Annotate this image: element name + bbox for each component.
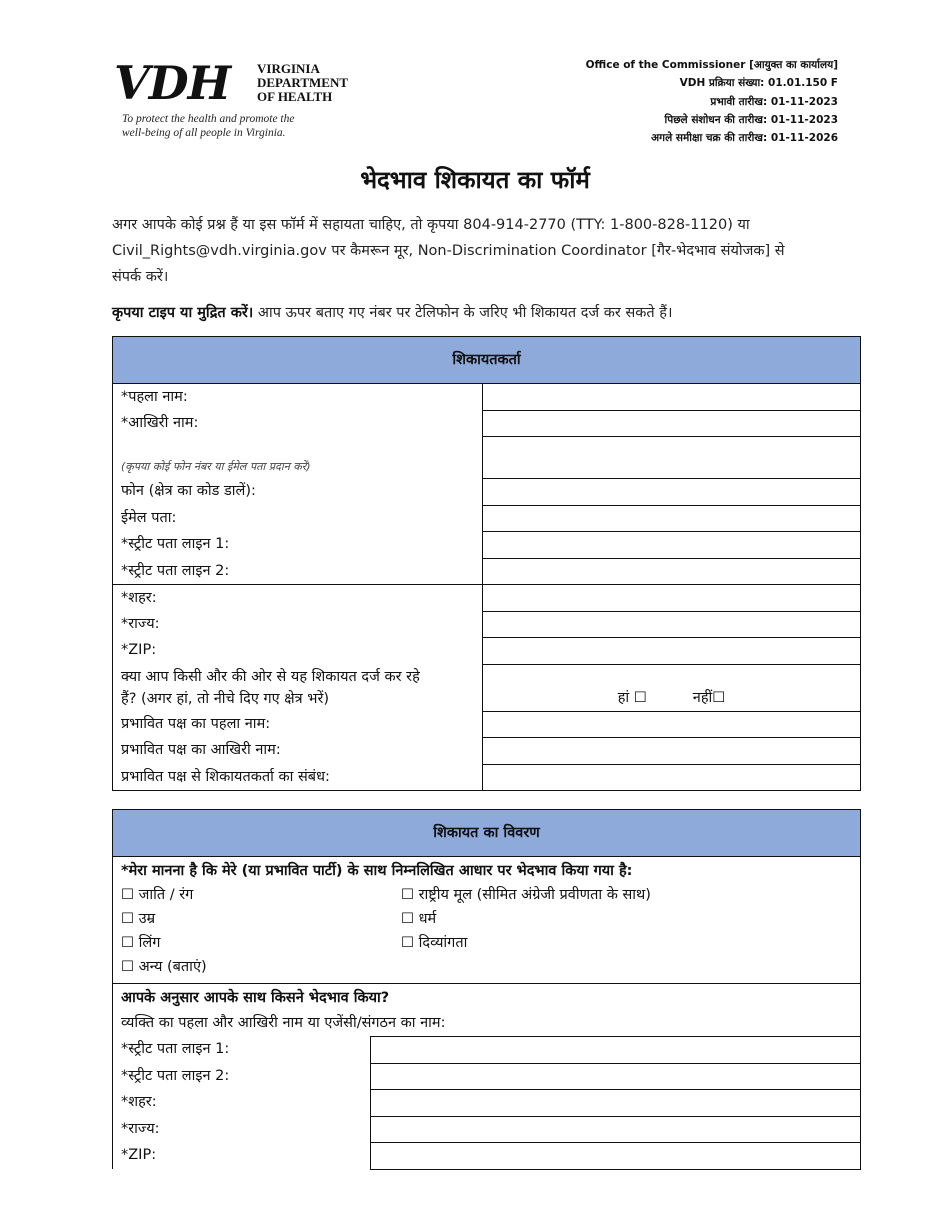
street1-label: *स्ट्रीट पता लाइन 1: (113, 532, 483, 559)
first-name-field[interactable] (483, 384, 861, 411)
zip-label: *ZIP: (113, 638, 483, 665)
document-meta (586, 56, 838, 147)
vdh-logo-department: VIRGINIA DEPARTMENT OF HEALTH (257, 61, 349, 104)
basis-disability-checkbox[interactable]: ☐ दिव्यांगता (401, 935, 468, 951)
complainant-header: शिकायतकर्ता (113, 337, 861, 384)
basis-religion-checkbox[interactable]: ☐ धर्म (401, 911, 437, 927)
complainant-table (112, 336, 861, 791)
email-label: ईमेल पता: (113, 505, 483, 532)
meta-review-date: अगले समीक्षा चक्र की तारीख: 01-11-2026 (651, 132, 838, 145)
affected-last-name-label: प्रभावित पक्ष का आखिरी नाम: (113, 738, 483, 765)
resp-zip-field[interactable] (371, 1143, 861, 1170)
street1-field[interactable] (483, 532, 861, 559)
resp-street1-label: *स्ट्रीट पता लाइन 1: (113, 1037, 371, 1064)
street2-field[interactable] (483, 558, 861, 585)
intro-rest: आप ऊपर बताए गए नंबर पर टेलिफोन के जरिए भी शिकायत दर्ज कर सकते हैं। (253, 305, 673, 321)
phone-field[interactable] (483, 479, 861, 506)
state-label: *राज्य: (113, 611, 483, 638)
basis-race-checkbox[interactable]: ☐ जाति / रंग (121, 887, 194, 903)
resp-street2-label: *स्ट्रीट पता लाइन 2: (113, 1063, 371, 1090)
phone-label: फोन (क्षेत्र का कोड डालें): (113, 479, 483, 506)
last-name-field[interactable] (483, 410, 861, 437)
basis-section (113, 857, 861, 984)
page-title: भेदभाव शिकायत का फॉर्म (360, 166, 590, 194)
intro-instructions (112, 300, 832, 326)
meta-effective-date: प्रभावी तारीख: 01-11-2023 (710, 95, 838, 108)
meta-revision-date: पिछले संशोधन की तारीख: 01-11-2023 (664, 113, 838, 126)
affected-first-name-field[interactable] (483, 711, 861, 738)
street2-label: *स्ट्रीट पता लाइन 2: (113, 558, 483, 585)
details-table (112, 809, 861, 1170)
resp-state-field[interactable] (371, 1116, 861, 1143)
resp-city-field[interactable] (371, 1090, 861, 1117)
vdh-logo-mark: VDH (114, 56, 231, 110)
basis-age-checkbox[interactable]: ☐ उम्र (121, 911, 156, 927)
intro-bold: कृपया टाइप या मुद्रित करें। (112, 305, 254, 321)
vdh-logo (114, 58, 354, 148)
affected-relation-field[interactable] (483, 764, 861, 791)
email-field[interactable] (483, 505, 861, 532)
meta-procedure: VDH प्रक्रिया संख्या: 01.01.150 F (679, 77, 838, 90)
resp-zip-label: *ZIP: (113, 1143, 371, 1170)
first-name-label: *पहला नाम: (113, 384, 483, 411)
behalf-yes-checkbox[interactable]: हां ☐ (617, 689, 647, 706)
contact-note: (कृपया कोई फोन नंबर या ईमेल पता प्रदान करें) (113, 437, 483, 479)
behalf-no-checkbox[interactable]: नहीं☐ (692, 689, 726, 706)
who-section (113, 984, 861, 1037)
basis-question: *मेरा मानना है कि मेरे (या प्रभावित पार्टी) के साथ निम्नलिखित आधार पर भेदभाव किया गया है: (121, 863, 633, 879)
affected-relation-label: प्रभावित पक्ष से शिकायतकर्ता का संबंध: (113, 764, 483, 791)
resp-city-label: *शहर: (113, 1090, 371, 1117)
city-label: *शहर: (113, 585, 483, 612)
basis-national-origin-checkbox[interactable]: ☐ राष्ट्रीय मूल (सीमित अंग्रेजी प्रवीणता के साथ) (401, 887, 651, 903)
affected-first-name-label: प्रभावित पक्ष का पहला नाम: (113, 711, 483, 738)
vdh-logo-tagline: To protect the health and promote the well-being of all people in Virginia. (122, 113, 295, 139)
contact-note-spacer (483, 437, 861, 479)
intro-contact: अगर आपके कोई प्रश्न हैं या इस फॉर्म में सहायता चाहिए, तो कृपया 804-914-2770 (TTY: 1-800-828-1120) या Civil_Rights@vdh.virginia.gov पर कैमरून मूर, Non-Discrimination Coordinator [गैर-भेदभाव संयोजक] से संपर्क करें। (112, 217, 785, 285)
resp-state-label: *राज्य: (113, 1116, 371, 1143)
affected-last-name-field[interactable] (483, 738, 861, 765)
behalf-question: क्या आप किसी और की ओर से यह शिकायत दर्ज कर रहे हैं? (अगर हां, तो नीचे दिए गए क्षेत्र भरें) (113, 664, 483, 711)
basis-other-checkbox[interactable]: ☐ अन्य (बताएं) (121, 959, 207, 975)
who-name-label: व्यक्ति का पहला और आखिरी नाम या एजेंसी/संगठन का नाम: (121, 1015, 446, 1031)
resp-street2-field[interactable] (371, 1063, 861, 1090)
last-name-label: *आखिरी नाम: (113, 410, 483, 437)
city-field[interactable] (483, 585, 861, 612)
zip-field[interactable] (483, 638, 861, 665)
resp-street1-field[interactable] (371, 1037, 861, 1064)
state-field[interactable] (483, 611, 861, 638)
basis-sex-checkbox[interactable]: ☐ लिंग (121, 935, 161, 951)
details-header: शिकायत का विवरण (113, 810, 861, 857)
who-question: आपके अनुसार आपके साथ किसने भेदभाव किया? (121, 990, 390, 1006)
meta-office: Office of the Commissioner [आयुक्त का कार्यालय] (585, 59, 838, 71)
behalf-choice (483, 664, 861, 711)
